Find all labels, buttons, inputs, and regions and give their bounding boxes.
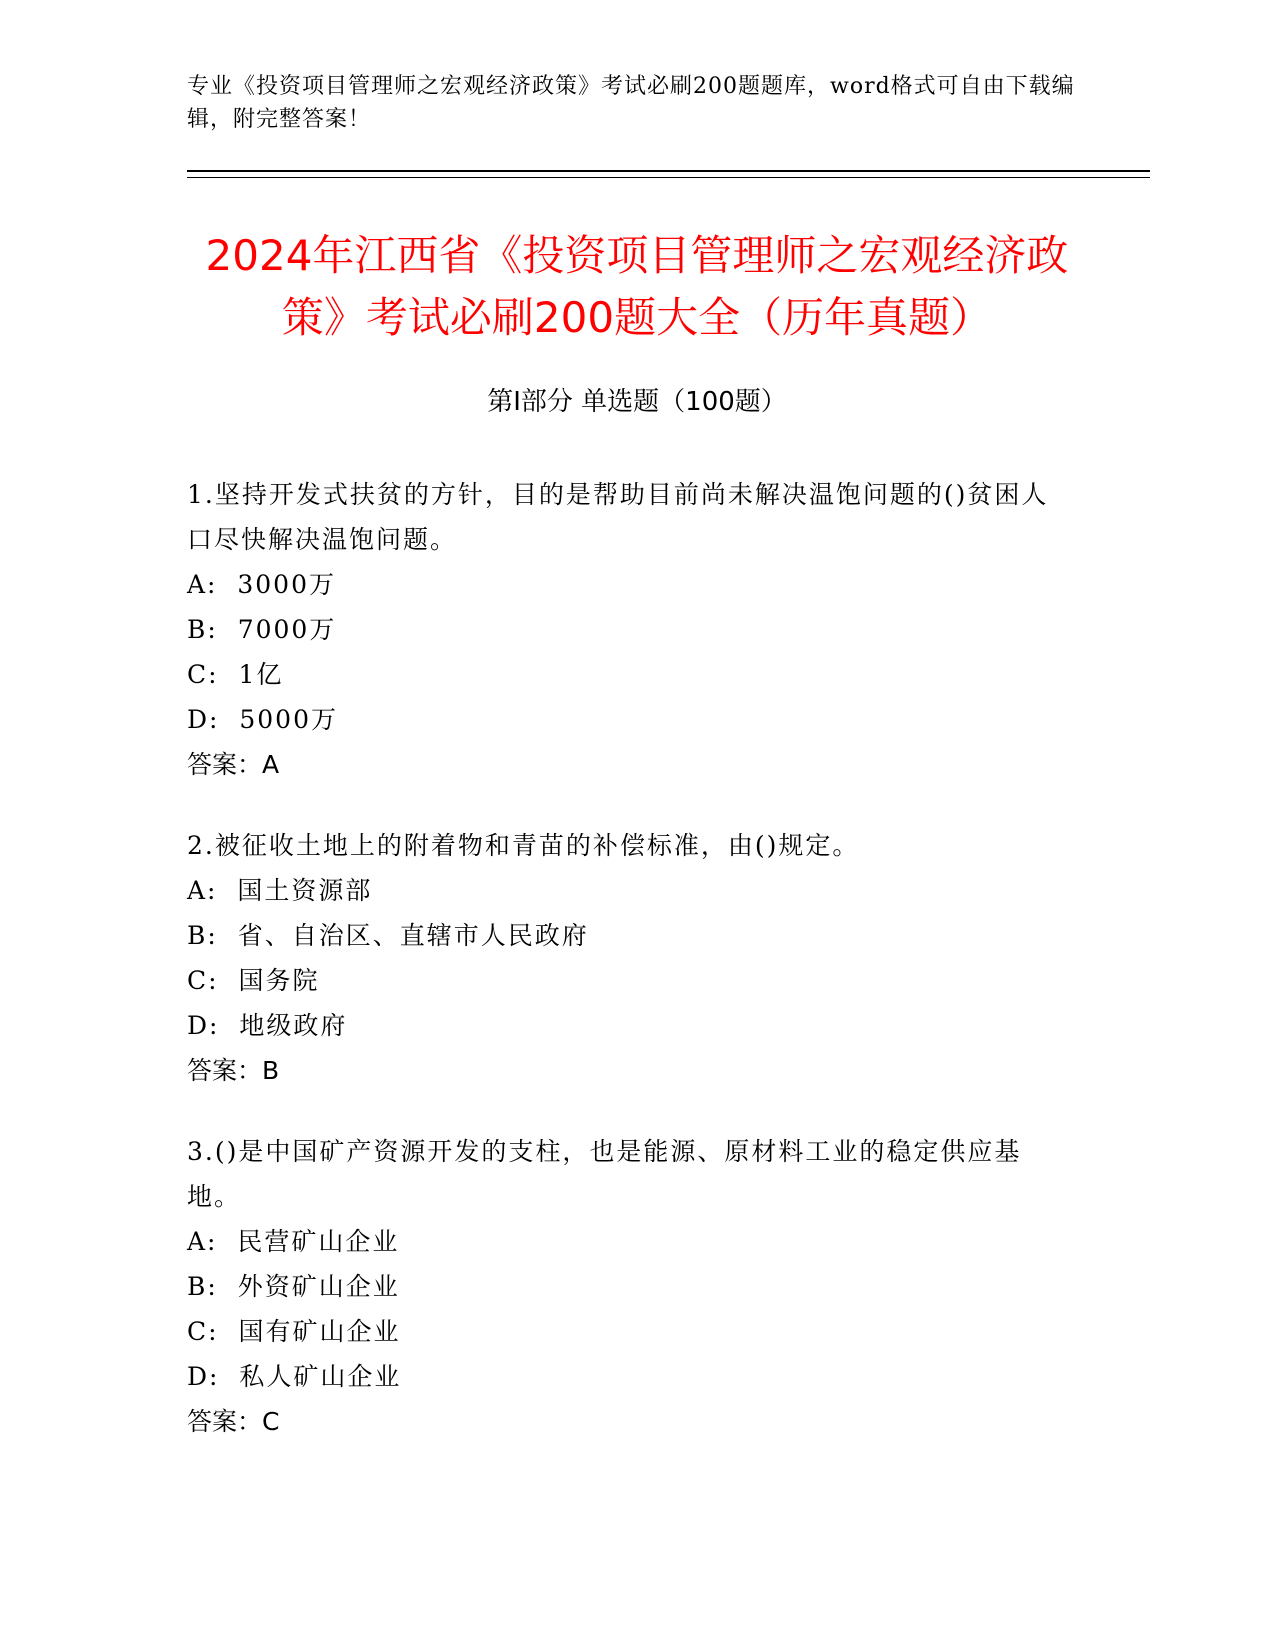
document-title: 2024年江西省《投资项目管理师之宏观经济政策》考试必刷200题大全（历年真题） — [205, 231, 1069, 342]
question-list — [187, 472, 1067, 1480]
option-b: B: 7000万 — [187, 615, 337, 644]
header-divider-thick — [187, 170, 1150, 172]
option-c: C: 国有矿山企业 — [187, 1317, 401, 1346]
question-stem: 2.被征收土地上的附着物和青苗的补偿标准，由()规定。 — [187, 831, 860, 860]
option-d: D: 5000万 — [187, 705, 338, 734]
option-d: D: 地级政府 — [187, 1011, 348, 1040]
answer-line: 答案：C — [187, 1407, 280, 1436]
answer-line: 答案：A — [187, 750, 280, 779]
question-3 — [187, 1129, 1067, 1444]
option-b: B: 外资矿山企业 — [187, 1272, 400, 1301]
option-a: A: 民营矿山企业 — [187, 1227, 400, 1256]
header-note: 专业《投资项目管理师之宏观经济政策》考试必刷200题题库，word格式可自由下载编辑，附完整答案！ — [187, 74, 1075, 132]
option-d: D: 私人矿山企业 — [187, 1362, 402, 1391]
question-stem: 3.()是中国矿产资源开发的支柱，也是能源、原材料工业的稳定供应基地。 — [187, 1137, 1022, 1211]
option-a: A: 3000万 — [187, 570, 336, 599]
option-b: B: 省、自治区、直辖市人民政府 — [187, 921, 589, 950]
question-stem: 1.坚持开发式扶贫的方针，目的是帮助目前尚未解决温饱问题的()贫困人口尽快解决温饱问题。 — [187, 480, 1049, 554]
option-a: A: 国土资源部 — [187, 876, 373, 905]
option-c: C: 1亿 — [187, 660, 284, 689]
answer-line: 答案：B — [187, 1056, 280, 1085]
question-1 — [187, 472, 1067, 787]
question-2 — [187, 823, 1067, 1093]
header-divider-thin — [187, 177, 1150, 178]
section-heading: 第Ⅰ部分 单选题（100题） — [487, 387, 787, 417]
option-c: C: 国务院 — [187, 966, 320, 995]
